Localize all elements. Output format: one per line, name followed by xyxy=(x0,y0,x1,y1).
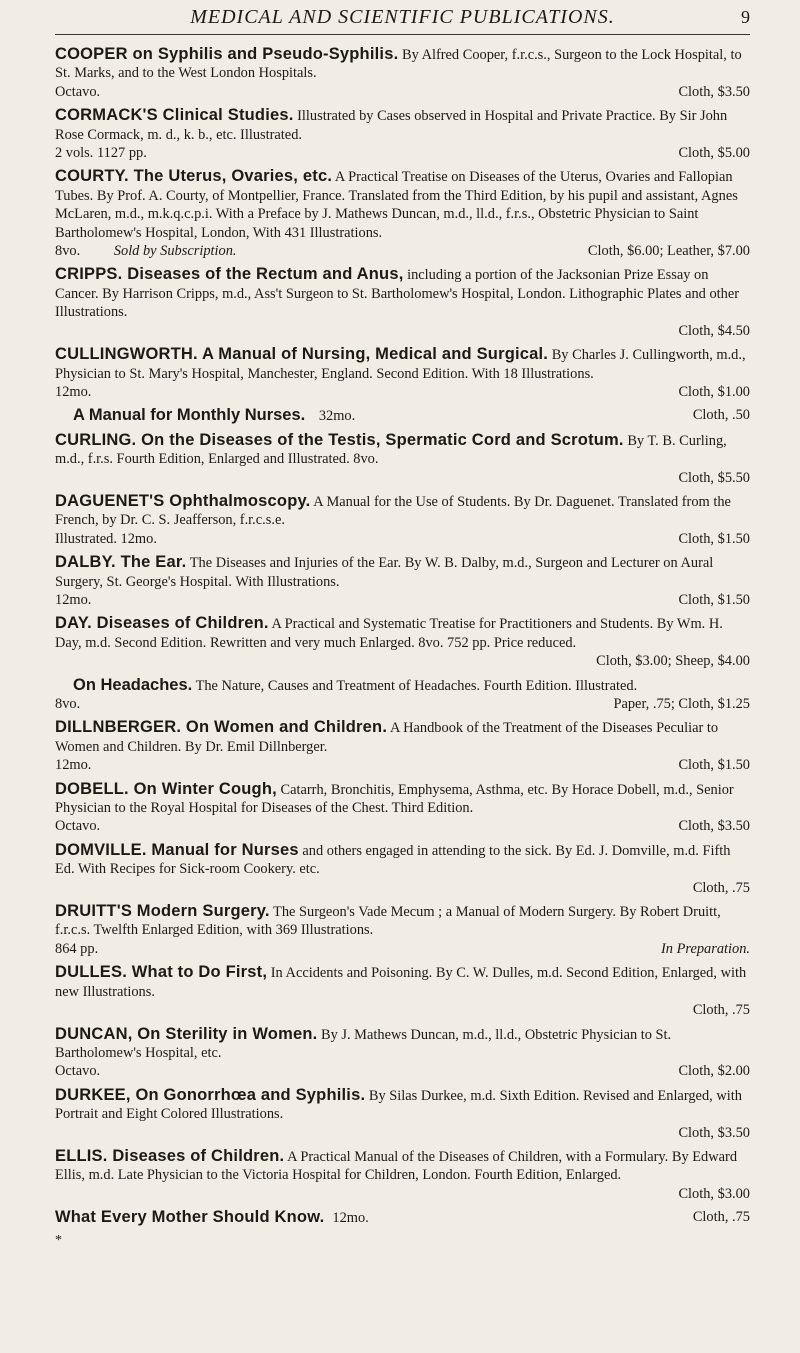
entry-price: Cloth, .75 xyxy=(692,1002,750,1019)
entry-description: A Practical and Systematic Treatise for Practitioners and Students. By Wm. H. Day, m.d. Second Edition. Rewritten and very much Enlarged. 8vo. 752 pp. Price reduced. xyxy=(55,616,723,651)
entry-price: Cloth, $3.00 xyxy=(678,1185,750,1202)
catalog-entry xyxy=(55,1208,750,1227)
entry-description: By J. Mathews Duncan, m.d., ll.d., Obstetric Physician to St. Bartholomew's Hospital, etc. xyxy=(55,1026,672,1061)
entry-heading: DULLES. What to Do First, xyxy=(55,963,268,982)
price-line xyxy=(55,940,750,958)
catalog-entry xyxy=(55,718,750,774)
entry-price: Cloth, $1.00 xyxy=(678,383,750,400)
entry-format: Octavo. xyxy=(55,1063,101,1080)
entry-description: Illustrated by Cases observed in Hospital and Private Practice. By Sir John Rose Cormack, m. d., k. b., etc. Illustrated. xyxy=(55,108,728,143)
entry-description: and others engaged in attending to the sick. By Ed. J. Domville, m.d. Fifth Ed. With Recipes for Sick-room Cookery. etc. xyxy=(55,842,731,878)
running-title: MEDICAL AND SCIENTIFIC PUBLICATIONS. xyxy=(190,6,615,28)
entry-price: Cloth, .50 xyxy=(692,407,750,424)
entry-heading: DAY. Diseases of Children. xyxy=(55,614,269,633)
entry-heading: COOPER on Syphilis and Pseudo-Syphilis. xyxy=(55,45,399,63)
price-line xyxy=(55,406,750,425)
entry-heading: CULLINGWORTH. A Manual of Nursing, Medical and Surgical. xyxy=(55,345,549,364)
entry-price: Cloth, $4.50 xyxy=(678,322,750,339)
entry-price: Cloth, .75 xyxy=(692,879,750,896)
entry-price: Cloth, $2.00 xyxy=(678,1063,750,1080)
entry-description: By T. B. Curling, m.d., f.r.s. Fourth Edition, Enlarged and Illustrated. 8vo. xyxy=(55,432,727,468)
price-line xyxy=(55,756,750,774)
entry-heading: CRIPPS. Diseases of the Rectum and Anus, xyxy=(55,265,404,284)
price-line xyxy=(55,242,750,260)
catalog-entries xyxy=(55,45,750,1228)
entry-price: Cloth, .75 xyxy=(692,1209,750,1226)
price-line xyxy=(55,530,750,548)
price-line xyxy=(55,695,750,713)
entry-format: 12mo. xyxy=(55,383,92,400)
entry-format: 8vo. Sold by Subscription. xyxy=(55,243,237,260)
entry-format: Illustrated. 12mo. xyxy=(55,530,157,547)
entry-price: Cloth, $3.50 xyxy=(678,818,750,835)
entry-heading: CURLING. On the Diseases of the Testis, Spermatic Cord and Scrotum. xyxy=(55,430,624,449)
catalog-entry xyxy=(55,841,750,897)
entry-price: Cloth, $5.50 xyxy=(678,469,750,486)
price-line xyxy=(55,469,750,487)
catalog-entry xyxy=(55,431,750,487)
entry-heading: DAGUENET'S Ophthalmoscopy. xyxy=(55,491,311,510)
entry-price: Cloth, $3.00; Sheep, $4.00 xyxy=(596,653,750,670)
price-line xyxy=(55,879,750,897)
entry-heading: DILLNBERGER. On Women and Children. xyxy=(55,718,388,737)
price-line xyxy=(55,322,750,340)
entry-description: The Surgeon's Vade Mecum ; a Manual of Modern Surgery. By Robert Druitt, f.r.c.s. Twelfth Enlarged Edition, with 369 Illustrations. xyxy=(55,904,721,939)
price-line xyxy=(55,383,750,401)
catalog-entry xyxy=(55,406,750,425)
catalog-entry xyxy=(55,492,750,548)
entry-format: 12mo. xyxy=(332,1210,369,1227)
entry-heading: DOMVILLE. Manual for Nurses xyxy=(55,840,299,859)
entry-price: Cloth, $1.50 xyxy=(678,591,750,608)
price-line xyxy=(55,1124,750,1142)
entry-price: In Preparation. xyxy=(661,940,750,957)
entry-heading: DRUITT'S Modern Surgery. xyxy=(55,902,270,921)
entry-price: Cloth, $1.50 xyxy=(678,530,750,547)
entry-description: A Handbook of the Treatment of the Diseases Peculiar to Women and Children. By Dr. Emil Dillnberger. xyxy=(55,720,719,755)
entry-description: In Accidents and Poisoning. By C. W. Dulles, m.d. Second Edition, Enlarged, with new Illustrations. xyxy=(55,965,747,1000)
entry-description: By Alfred Cooper, f.r.c.s., Surgeon to the Lock Hospital, to St. Marks, and to the West London Hospitals. xyxy=(55,47,742,82)
entry-description: Catarrh, Bronchitis, Emphysema, Asthma, etc. By Horace Dobell, m.d., Senior Physician to the Royal Hospital for Diseases of the Chest. Third Edition. xyxy=(55,781,734,817)
catalog-entry xyxy=(55,1025,750,1081)
price-line xyxy=(55,591,750,609)
entry-heading: DALBY. The Ear. xyxy=(55,553,187,572)
entry-description: By Silas Durkee, m.d. Sixth Edition. Revised and Enlarged, with Portrait and Eight Colored Illustrations. xyxy=(55,1087,742,1123)
header-rule xyxy=(55,34,750,35)
price-line xyxy=(55,817,750,835)
entry-description: A Practical Manual of the Diseases of Children, with a Formulary. By Edward Ellis, m.d. Late Physician to the Victoria Hospital for Children, London. Fourth Edition, Enlarged. xyxy=(55,1148,738,1184)
catalog-entry xyxy=(55,902,750,958)
entry-format: Octavo. xyxy=(55,83,101,100)
entry-description: A Manual for the Use of Students. By Dr. Daguenet. Translated from the French, by Dr. C. S. Jeafferson, f.r.c.s.e. xyxy=(55,493,731,529)
catalog-entry xyxy=(55,553,750,609)
price-line xyxy=(55,144,750,162)
catalog-entry xyxy=(55,780,750,836)
price-line xyxy=(55,652,750,670)
entry-format: 8vo. xyxy=(55,696,81,712)
catalog-entry xyxy=(55,1086,750,1142)
entry-price: Cloth, $1.50 xyxy=(678,757,750,774)
price-line xyxy=(55,1062,750,1080)
entry-price: Cloth, $3.50 xyxy=(678,83,750,100)
entry-heading: COURTY. The Uterus, Ovaries, etc. xyxy=(55,167,333,186)
price-line xyxy=(55,1185,750,1203)
price-line xyxy=(55,1001,750,1019)
entry-description: The Nature, Causes and Treatment of Headaches. Fourth Edition. Illustrated. xyxy=(195,677,638,694)
catalog-entry xyxy=(55,676,750,714)
entry-format: 12mo. xyxy=(55,757,92,774)
entry-heading: CORMACK'S Clinical Studies. xyxy=(55,106,294,125)
footer-mark: * xyxy=(55,1232,62,1248)
entry-format: 864 pp. xyxy=(55,940,99,957)
entry-description: By Charles J. Cullingworth, m.d., Physician to St. Mary's Hospital, Manchester, England. Second Edition. With 18 Illustrations. xyxy=(55,347,746,382)
running-header xyxy=(55,0,750,34)
entry-description: A Practical Treatise on Diseases of the Uterus, Ovaries and Fallopian Tubes. By Prof. A. Courty, of Montpellier, France. Translated from the Third Edition, by his pupil and assistant, Agnes McLaren, m.d., m.k.q.c.p.i. With a Preface by J. Mathews Duncan, m.d., ll.d., f.r.s., Obstetric Physician to Saint Bartholomew's Hospital, London, With 431 Illustrations. xyxy=(55,169,738,241)
entry-heading: ELLIS. Diseases of Children. xyxy=(55,1146,285,1165)
entry-format: 2 vols. 1127 pp. xyxy=(55,145,147,162)
page-number: 9 xyxy=(741,7,750,27)
entry-description: including a portion of the Jacksonian Prize Essay on Cancer. By Harrison Cripps, m.d., Ass't Surgeon to St. Bartholomew's Hospital, London. Lithographic Plates and other Illustrations. xyxy=(55,267,740,321)
catalog-entry xyxy=(55,963,750,1019)
entry-price: Cloth, $5.00 xyxy=(678,145,750,162)
entry-heading: DOBELL. On Winter Cough, xyxy=(55,779,277,798)
catalog-entry xyxy=(55,1147,750,1203)
entry-price: Cloth, $3.50 xyxy=(678,1124,750,1141)
catalog-entry xyxy=(55,265,750,340)
entry-heading: DURKEE, On Gonorrhœa and Syphilis. xyxy=(55,1085,366,1104)
catalog-entry xyxy=(55,614,750,670)
entry-format: 32mo. xyxy=(315,408,356,425)
entry-format: Octavo. xyxy=(55,818,101,835)
entry-description: The Diseases and Injuries of the Ear. By W. B. Dalby, m.d., Surgeon and Lecturer on Aural Surgery, St. George's Hospital. With Illustrations. xyxy=(55,555,714,590)
entry-heading: A Manual for Monthly Nurses. xyxy=(73,406,306,425)
catalog-entry xyxy=(55,106,750,162)
entry-heading: What Every Mother Should Know. xyxy=(55,1208,325,1227)
entry-format: 12mo. xyxy=(55,591,92,608)
entry-heading: On Headaches. xyxy=(73,675,193,694)
price-line xyxy=(55,83,750,101)
catalog-entry xyxy=(55,45,750,101)
price-line xyxy=(55,1208,750,1227)
entry-note: Sold by Subscription. xyxy=(113,243,237,260)
catalog-entry xyxy=(55,167,750,260)
entry-price: Paper, .75; Cloth, $1.25 xyxy=(613,696,750,712)
entry-price: Cloth, $6.00; Leather, $7.00 xyxy=(587,243,750,260)
catalog-entry xyxy=(55,345,750,401)
entry-heading: DUNCAN, On Sterility in Women. xyxy=(55,1024,318,1043)
